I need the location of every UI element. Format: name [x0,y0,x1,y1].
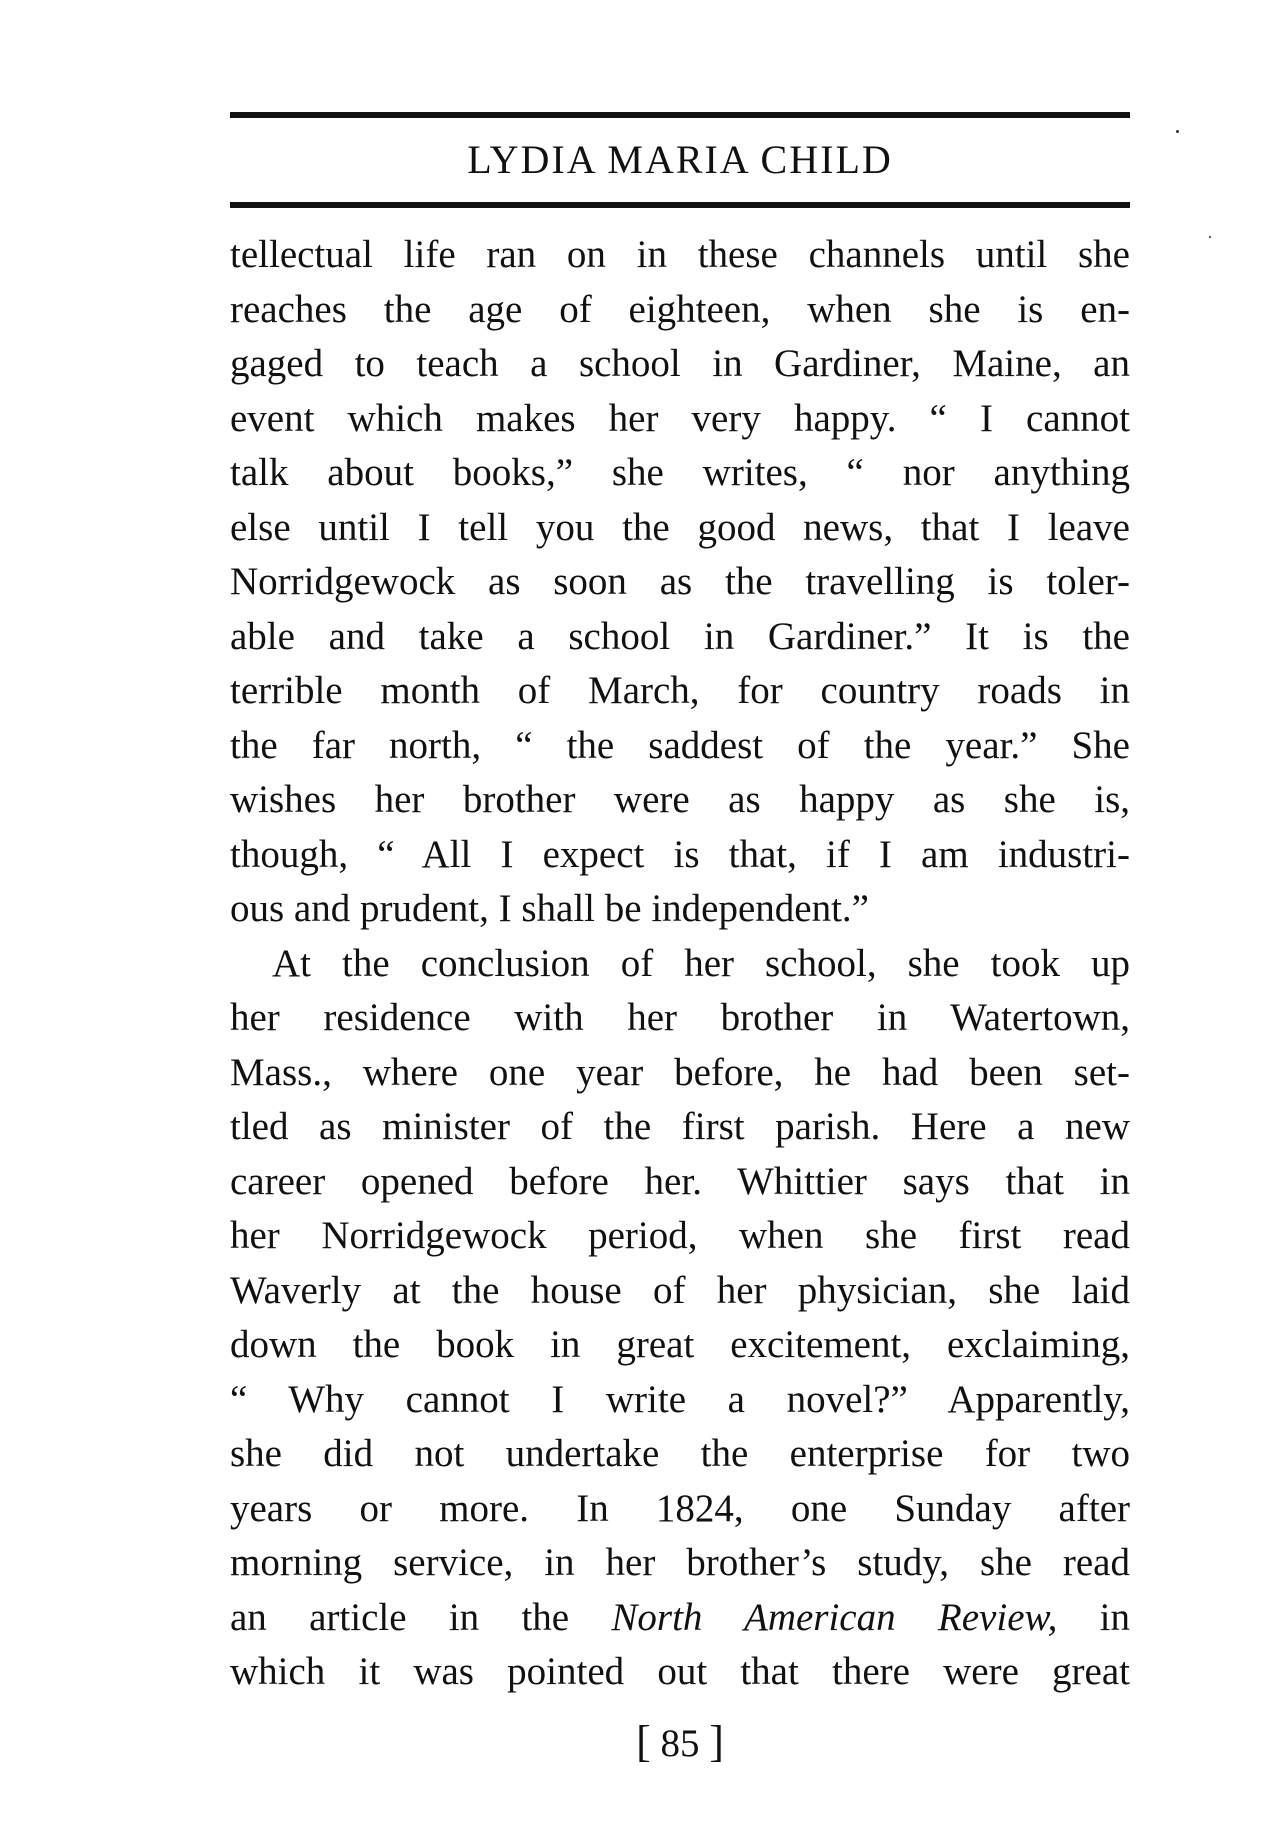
text-line: talk about books,” she writes, “ nor anything [230,451,1130,494]
text-line: though, “ All I expect is that, if I am industri- [230,832,1130,876]
text-line: years or more. In 1824, one Sunday after [230,1486,1130,1530]
body-text [230,228,1130,1700]
text-line: which it was pointed out that there were great [230,1650,1130,1693]
header-rule-top [230,112,1130,118]
paragraph-1 [230,228,1130,937]
text-line: “ Why cannot I write a novel?” Apparently, [230,1377,1130,1421]
text-line: tellectual life ran on in these channels until she [230,233,1130,276]
header-rule-bottom [230,202,1130,208]
text-line: down the book in great excitement, exclaiming, [230,1323,1130,1366]
text-line: gaged to teach a school in Gardiner, Maine, an [230,342,1130,385]
text-line-with-italic [230,1591,1130,1646]
running-head: LYDIA MARIA CHILD [467,137,893,182]
text-line: Waverly at the house of her physician, she laid [230,1268,1130,1312]
text-line: terrible month of March, for country roads in [230,669,1130,712]
folio-bracket-close: ] [709,1717,724,1766]
book-page [230,112,1131,1766]
text-line: else until I tell you the good news, that I leave [230,505,1130,549]
folio-number: 85 [660,1722,700,1765]
text-line: morning service, in her brother’s study, she read [230,1541,1130,1584]
text-line: able and take a school in Gardiner.” It is the [230,614,1130,658]
text-line: career opened before her. Whittier says that in [230,1159,1130,1203]
text-line: reaches the age of eighteen, when she is en- [230,287,1130,331]
scan-speck [1209,236,1211,238]
text-line: her residence with her brother in Watertown, [230,996,1130,1039]
text-fragment: an article in the [230,1595,612,1639]
folio-bracket-open: [ [636,1717,651,1766]
text-line: Mass., where one year before, he had been set- [230,1050,1130,1094]
page-number [230,1716,1130,1767]
text-line: Norridgewock as soon as the travelling is toler- [230,560,1130,603]
journal-title: North American Review, [611,1595,1058,1639]
text-line: she did not undertake the enterprise for two [230,1432,1130,1475]
text-line: At the conclusion of her school, she took up [272,941,1130,985]
text-fragment: in [1057,1595,1131,1639]
text-line: her Norridgewock period, when she first read [230,1214,1130,1257]
text-line: tled as minister of the first parish. Here a new [230,1105,1130,1148]
text-line: the far north, “ the saddest of the year.” She [230,723,1130,767]
text-line: event which makes her very happy. “ I cannot [230,396,1130,440]
paragraph-2 [230,937,1130,1700]
scan-speck [1176,130,1179,133]
text-line: ous and prudent, I shall be independent.” [230,887,869,930]
text-line: wishes her brother were as happy as she is, [230,778,1130,821]
